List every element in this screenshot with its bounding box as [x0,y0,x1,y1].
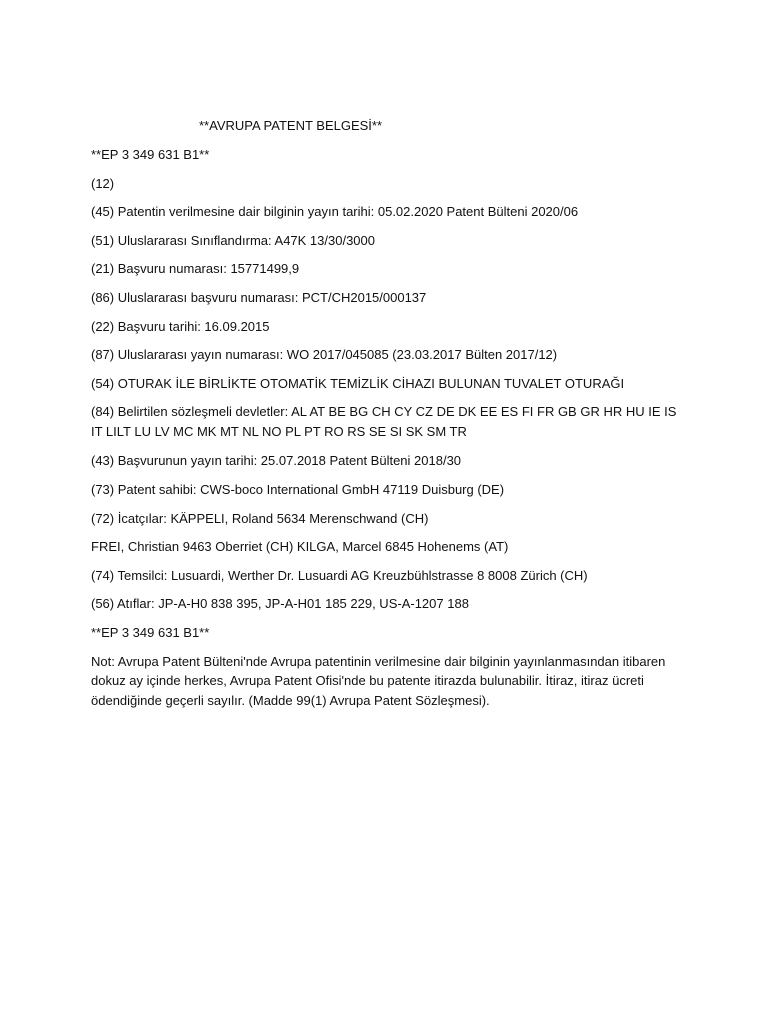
inventors-line-2: FREI, Christian 9463 Oberriet (CH) KILGA, Marcel 6845 Hohenems (AT) [91,539,509,555]
application-date: (22) Başvuru tarihi: 16.09.2015 [91,318,270,334]
patent-owner: (73) Patent sahibi: CWS-boco International GmbH 47119 Duisburg (DE) [91,481,505,497]
patent-document [91,116,681,710]
kind-code: (12) [91,175,115,191]
inventors-line-1: (72) İcatçılar: KÄPPELI, Roland 5634 Merenschwand (CH) [91,510,429,526]
designated-states: (84) Belirtilen sözleşmeli devletler: AL AT BE BG CH CY CZ DE DK EE ES FI FR GB GR HR HU IE IS IT LILT LU LV MC MK MT NL NO PL PT RO RS SE SI SK SM TR [91,404,677,440]
intl-application-number: (86) Uluslararası başvuru numarası: PCT/CH2015/000137 [91,289,427,305]
intl-publication-number: (87) Uluslararası yayın numarası: WO 2017/045085 (23.03.2017 Bülten 2017/12) [91,347,558,363]
patent-number-bottom: **EP 3 349 631 B1** [91,624,210,640]
document-title: **AVRUPA PATENT BELGESİ** [199,118,383,133]
invention-title: (54) OTURAK İLE BİRLİKTE OTOMATİK TEMİZLİK CİHAZI BULUNAN TUVALET OTURAĞI [91,375,625,391]
application-publication: (43) Başvurunun yayın tarihi: 25.07.2018 Patent Bülteni 2018/30 [91,453,462,469]
representative: (74) Temsilci: Lusuardi, Werther Dr. Lusuardi AG Kreuzbühlstrasse 8 8008 Zürich (CH) [91,567,588,583]
application-number: (21) Başvuru numarası: 15771499,9 [91,261,300,277]
citations: (56) Atıflar: JP-A-H0 838 395, JP-A-H01 185 229, US-A-1207 188 [91,596,469,612]
publication-grant: (45) Patentin verilmesine dair bilginin yayın tarihi: 05.02.2020 Patent Bülteni 2020/06 [91,204,579,220]
opposition-note: Not: Avrupa Patent Bülteni'nde Avrupa patentinin verilmesine dair bilginin yayınlanmasından itibaren dokuz ay içinde herkes, Avrupa Patent Ofisi'nde bu patente itirazda bulunabilir. İtiraz, itiraz ücreti ödendiğinde geçerli sayılır. (Madde 99(1) Avrupa Patent Sözleşmesi). [91,653,666,708]
patent-number-top: **EP 3 349 631 B1** [91,147,210,162]
intl-classification: (51) Uluslararası Sınıflandırma: A47K 13/30/3000 [91,232,375,248]
